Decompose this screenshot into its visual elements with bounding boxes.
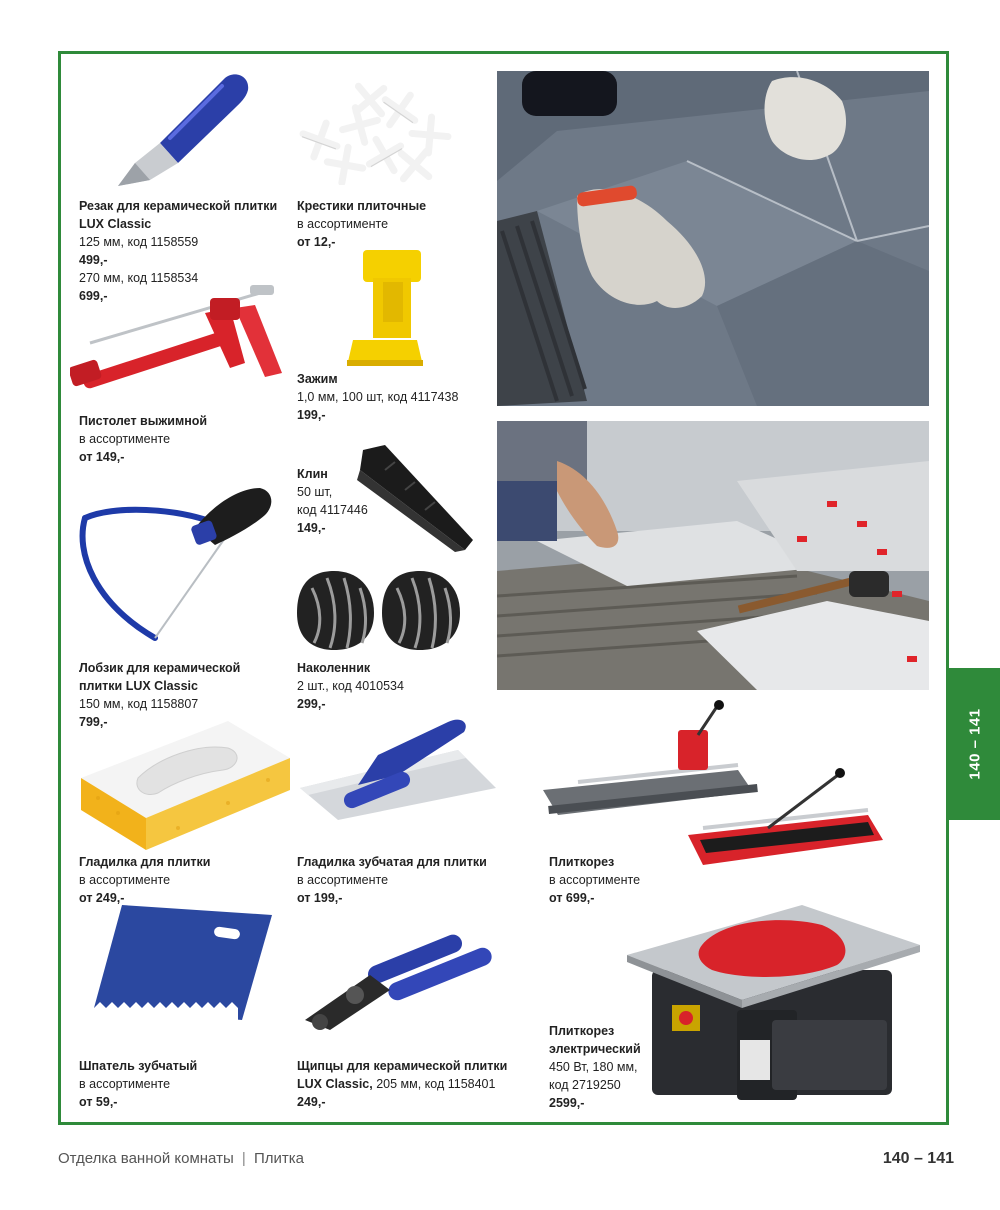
product-price: 799,- (79, 715, 108, 729)
product-sponge-float (79, 853, 279, 907)
product-tile-nippers (297, 1057, 527, 1111)
product-desc: 450 Вт, 180 мм, (549, 1060, 638, 1074)
product-price: от 12,- (297, 235, 336, 249)
footer-page-numbers: 140 – 141 (882, 1150, 954, 1167)
product-electric-tile-cutter (549, 1022, 679, 1112)
product-desc: в ассортименте (297, 873, 389, 887)
tile-crosses-image (290, 80, 465, 185)
knee-pads-image (292, 568, 464, 653)
tile-nippers-image (295, 910, 500, 1040)
product-desc: в ассортименте (79, 873, 171, 887)
product-name: электрический (549, 1042, 641, 1056)
product-tile-cutter-knife (79, 197, 294, 305)
product-tile-jigsaw (79, 659, 269, 731)
product-price: от 59,- (79, 1095, 118, 1109)
product-notched-trowel (297, 853, 517, 907)
footer-separator: | (241, 1150, 246, 1167)
notched-spatula-image (92, 900, 277, 1025)
product-variant: 270 мм, код 1158534 (79, 271, 199, 285)
product-price: от 699,- (549, 891, 595, 905)
product-notched-spatula (79, 1057, 279, 1111)
photo-laying-tiles (497, 71, 929, 406)
footer-section: Отделка ванной комнаты (58, 1150, 234, 1167)
product-name: Гладилка для плитки (79, 855, 211, 869)
product-name: Резак для керамической плитки LUX Classic (79, 199, 278, 231)
product-variant: 125 мм, код 1158559 (79, 235, 199, 249)
product-tile-clamp (297, 370, 492, 424)
product-desc: в ассортименте (79, 1077, 171, 1091)
product-price: 199,- (297, 408, 326, 422)
page-side-tab (949, 668, 1000, 820)
product-price: 149,- (297, 521, 326, 535)
product-desc-line (297, 1075, 527, 1093)
product-name: Крестики плиточные (297, 199, 427, 213)
product-price: 299,- (297, 697, 326, 711)
product-name: Шпатель зубчатый (79, 1059, 198, 1073)
product-name: Плиткорез (549, 1024, 615, 1038)
product-manual-tile-cutter (549, 853, 729, 907)
product-price: от 249,- (79, 891, 125, 905)
product-desc: в ассортименте (549, 873, 641, 887)
product-knee-pads (297, 659, 487, 713)
product-desc: 2 шт., код 4010534 (297, 679, 404, 693)
product-price: от 199,- (297, 891, 343, 905)
product-name: Зажим (297, 372, 338, 386)
product-name: Наколенник (297, 661, 371, 675)
product-name: Плиткорез (549, 855, 615, 869)
product-name: Пистолет выжимной (79, 414, 208, 428)
product-name: Лобзик для керамической плитки LUX Classic (79, 661, 241, 693)
product-desc: код 2719250 (549, 1078, 621, 1092)
product-desc: 150 мм, код 1158807 (79, 697, 199, 711)
product-name: Щипцы для керамической плитки (297, 1059, 508, 1073)
product-name-model: LUX Classic, (297, 1077, 373, 1091)
product-desc: 1,0 мм, 100 шт, код 4117438 (297, 390, 459, 404)
product-desc: код 4117446 (297, 503, 368, 517)
product-desc: в ассортименте (79, 432, 171, 446)
product-price: 249,- (297, 1095, 326, 1109)
tile-cutter-knife-image (110, 68, 255, 188)
product-desc: в ассортименте (297, 217, 389, 231)
product-price: 499,- (79, 253, 108, 267)
product-caulking-gun (79, 412, 289, 466)
product-desc: 50 шт, (297, 485, 333, 499)
footer-breadcrumb (58, 1150, 304, 1167)
sponge-float-image (78, 718, 293, 853)
product-desc: 205 мм, код 1158401 (372, 1077, 496, 1091)
product-price: 2599,- (549, 1096, 585, 1110)
product-tile-crosses (297, 197, 487, 251)
product-price: от 149,- (79, 450, 125, 464)
side-tab-pages: 140 – 141 (966, 708, 983, 780)
photo-tiling-floor (497, 421, 929, 690)
product-name: Гладилка зубчатая для плитки (297, 855, 487, 869)
product-tile-wedge (297, 465, 417, 537)
notched-trowel-image (298, 710, 498, 822)
product-name: Клин (297, 467, 328, 481)
product-price: 699,- (79, 289, 108, 303)
footer-subsection: Плитка (253, 1150, 305, 1167)
tile-jigsaw-image (75, 483, 275, 643)
tile-clamp-image (345, 248, 425, 368)
